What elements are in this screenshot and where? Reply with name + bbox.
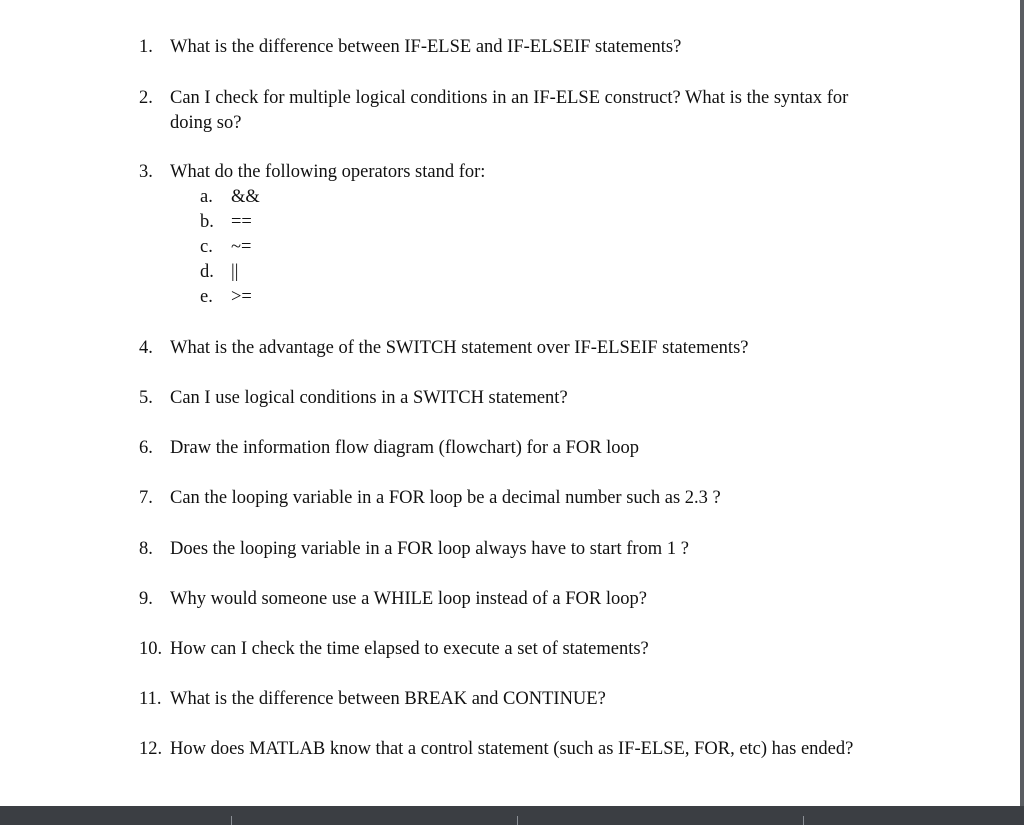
question-number: 2. (139, 88, 153, 108)
question-number: 8. (139, 539, 153, 559)
question-text: What do the following operators stand for: (170, 162, 486, 182)
question-12 (139, 737, 874, 762)
question-text: How does MATLAB know that a control statement (such as IF-ELSE, FOR, etc) has ended? (170, 739, 854, 759)
operator-letter: a. (200, 187, 213, 207)
question-5 (139, 386, 899, 411)
ruler-tick (517, 816, 518, 825)
question-2 (139, 86, 884, 136)
question-text: Draw the information flow diagram (flowchart) for a FOR loop (170, 438, 640, 458)
page-edge-shadow (1020, 0, 1024, 806)
question-number: 5. (139, 388, 153, 408)
question-number: 7. (139, 488, 153, 508)
operator-symbol: ~= (231, 237, 252, 257)
question-number: 6. (139, 438, 153, 458)
question-4 (139, 336, 899, 361)
question-number: 1. (139, 37, 153, 57)
operator-symbol: == (231, 212, 252, 232)
question-text: Can the looping variable in a FOR loop be a decimal number such as 2.3 ? (170, 488, 721, 508)
question-number: 12. (139, 739, 163, 759)
operator-item-b (200, 210, 252, 235)
question-text: Can I use logical conditions in a SWITCH statement? (170, 388, 568, 408)
question-text: How can I check the time elapsed to execute a set of statements? (170, 639, 649, 659)
operator-symbol: && (231, 187, 260, 207)
operator-symbol: >= (231, 287, 252, 307)
operator-item-a (200, 185, 260, 210)
question-text: What is the advantage of the SWITCH statement over IF-ELSEIF statements? (170, 338, 749, 358)
question-number: 9. (139, 589, 153, 609)
question-9 (139, 587, 899, 612)
question-number: 3. (139, 162, 153, 182)
operator-item-d (200, 260, 238, 285)
operator-item-c (200, 235, 251, 260)
operator-item-e (200, 285, 252, 310)
ruler-tick (803, 816, 804, 825)
question-8 (139, 537, 899, 562)
question-11 (139, 687, 899, 712)
ruler-tick (231, 816, 232, 825)
question-text: Can I check for multiple logical conditions in an IF-ELSE construct? What is the syntax for doing so? (170, 88, 849, 133)
question-text: Does the looping variable in a FOR loop always have to start from 1 ? (170, 539, 689, 559)
question-number: 10. (139, 639, 163, 659)
question-text: What is the difference between BREAK and CONTINUE? (170, 689, 606, 709)
question-number: 11. (139, 689, 162, 709)
question-3 (139, 160, 899, 185)
question-1 (139, 35, 899, 60)
question-number: 4. (139, 338, 153, 358)
question-7 (139, 486, 899, 511)
operator-symbol: || (231, 262, 239, 282)
question-10 (139, 637, 899, 662)
question-6 (139, 436, 899, 461)
operator-letter: e. (200, 287, 213, 307)
viewer-bottom-bar (0, 806, 1024, 825)
operator-letter: d. (200, 262, 214, 282)
operator-letter: b. (200, 212, 214, 232)
question-text: Why would someone use a WHILE loop instead of a FOR loop? (170, 589, 647, 609)
question-text: What is the difference between IF-ELSE and IF-ELSEIF statements? (170, 37, 682, 57)
operator-letter: c. (200, 237, 213, 257)
